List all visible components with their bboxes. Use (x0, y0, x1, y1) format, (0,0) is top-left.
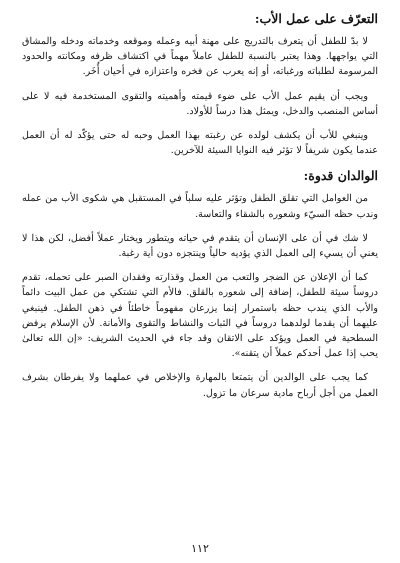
paragraph: لا شك في أن على الإنسان أن يتقدم في حياته ويتطور ويختار عملاً أفضل، لكن هذا لا يعني أن يسيء إلى العمل الذي يؤديه حالياً وينتجزه دون أية رغبة. (22, 232, 378, 260)
paragraph: من العوامل التي تقلق الطفل وتؤثر عليه سلباً في المستقبل هي شكوى الأب من عمله وندب حظه السيّء وشعوره بالشقاء والتعاسة. (22, 193, 378, 220)
paragraph: لا بدّ للطفل أن يتعرف بالتدريج على مهنة أبيه وعمله وموقعه وخدماته ودخله والمشاق التي يواجهها. وهذا يعتبر بالنسبة للطفل عاملاً مهماً في اكتشاف ظرفه ومكانته والحدود المرسومة لطلباته ورغباته، أو إنه يعرب عن فخره واعتزازه في أحيان أُخَر. (22, 36, 378, 78)
page-number: ١١٢ (191, 542, 209, 555)
paragraph: كما يجب على الوالدين أن يتمتعا بالمهارة والإخلاص في عملهما ولا يفرطان بشرف العمل من أجل أرباح مادية سرعان ما تزول. (22, 372, 378, 399)
paragraph: كما أن الإعلان عن الضجر والتعب من العمل وقذارته وفقدان الصبر على تحمله، تقدم دروساً سيئة للطفل، إضافة إلى شعوره بالقلق. فالأم التي تشتكي من عمل البيت دائماً والأب الذي يندب حظه باستمرار إنما يزرعان مفهوماً خاطئاً في ذهن الطفل. فينبغي عليهما أن يقدما لولدهما دروساً في الثبات والنشاط والتقوى والأمانة. لأن الإسلام يرفض السطحية في العمل ويؤكد على الاتقان وقد جاء في الحديث الشريف: «إن الله تعالىٰ يحب إذا عمل أحدكم عملاً أن يتقنه». (22, 272, 378, 360)
section-heading-father-work: التعرّف على عمل الأب: (254, 11, 378, 26)
section-heading-parents-role-model: الوالدان قدوة: (303, 168, 378, 184)
book-page (22, 10, 378, 539)
paragraph: ويجب أن يقيم عمل الأب على ضوء قيمته وأهميته والتقوى المستخدمة فيه لا على أساس المنصب والدخل، ويمثل هذا درساً للأولاد. (22, 90, 378, 117)
paragraph: وينبغي للأب أن يكشف لولده عن رغبته بهذا العمل وحبه له حتى يؤكّد له أن العمل عندما يكون شريفاً لا تؤثر فيه النوايا السيئة للآخرين. (22, 130, 378, 157)
